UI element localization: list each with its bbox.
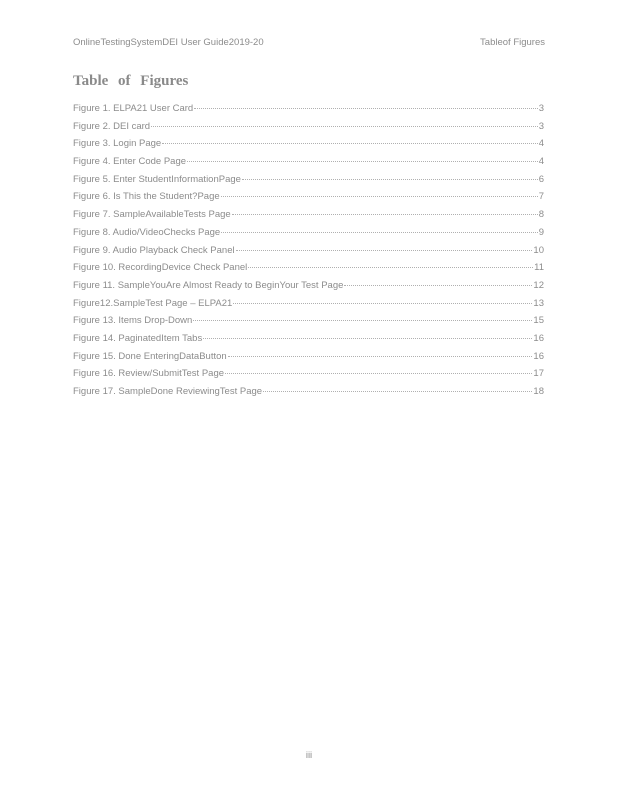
dot-leader xyxy=(162,143,538,144)
toc-entry-label: Figure 8. Audio/VideoChecks Page xyxy=(73,226,221,238)
page-header xyxy=(73,37,545,49)
toc-entry-label: Figure 5. Enter StudentInformationPage xyxy=(73,173,241,185)
header-section-title: Tableof Figures xyxy=(480,37,545,48)
dot-leader xyxy=(203,338,532,339)
toc-entry-page-number: 15 xyxy=(533,315,544,327)
footer-page-number: iii xyxy=(305,750,313,761)
dot-leader xyxy=(344,285,532,286)
toc-entry-link[interactable] xyxy=(73,174,544,192)
dot-leader xyxy=(221,232,538,233)
toc-entry-label: Figure 6. Is This the Student?Page xyxy=(73,191,220,203)
toc-entry-page-number: 3 xyxy=(538,103,544,114)
toc-entry-label: Figure 9. Audio Playback Check Panel xyxy=(73,244,235,256)
toc-entry-label: Figure 11. SampleYouAre Almost Ready to BeginYour Test Page xyxy=(73,279,344,291)
toc-entry-label: Figure12.SampleTest Page – ELPA21 xyxy=(73,297,233,309)
toc-entry-link[interactable] xyxy=(73,333,544,351)
toc-entry-page-number: 10 xyxy=(533,244,544,256)
toc-entry-label: Figure 3. Login Page xyxy=(73,138,162,150)
toc-entry-label: Figure 2. DEI card xyxy=(73,120,151,132)
toc-entry-link[interactable] xyxy=(73,298,544,316)
toc-entry-link[interactable] xyxy=(73,315,544,333)
toc-entry-label: Figure 7. SampleAvailableTests Page xyxy=(73,209,231,221)
toc-entry-page-number: 4 xyxy=(538,156,544,168)
dot-leader xyxy=(193,320,532,321)
toc-entry-page-number: 13 xyxy=(533,297,544,309)
header-document-title: OnlineTestingSystemDEI User Guide2019-20 xyxy=(73,37,264,48)
toc-entry-label: Figure 17. SampleDone ReviewingTest Page xyxy=(73,386,263,397)
toc-entry-page-number: 9 xyxy=(538,226,544,238)
toc-entry-page-number: 18 xyxy=(533,386,544,397)
dot-leader xyxy=(263,391,532,392)
toc-entry-page-number: 17 xyxy=(533,368,544,380)
dot-leader xyxy=(228,356,533,357)
toc-entry-link[interactable] xyxy=(73,262,544,280)
toc-entry-page-number: 7 xyxy=(538,191,544,203)
toc-entry-link[interactable] xyxy=(73,156,544,174)
dot-leader xyxy=(221,196,538,197)
dot-leader xyxy=(225,373,532,374)
toc-entry-page-number: 12 xyxy=(533,279,544,291)
toc-entry-page-number: 6 xyxy=(538,173,544,185)
dot-leader xyxy=(151,126,538,127)
toc-entry-page-number: 16 xyxy=(533,332,544,344)
toc-entry-link[interactable] xyxy=(73,386,544,404)
dot-leader xyxy=(242,179,538,180)
dot-leader xyxy=(236,250,533,251)
toc-entry-label: Figure 4. Enter Code Page xyxy=(73,156,187,168)
toc-entry-page-number: 8 xyxy=(538,209,544,221)
toc-entry-label: Figure 10. RecordingDevice Check Panel xyxy=(73,262,248,274)
dot-leader xyxy=(248,267,533,268)
toc-entry-page-number: 16 xyxy=(533,350,544,362)
toc-entry-link[interactable] xyxy=(73,209,544,227)
dot-leader xyxy=(232,214,538,215)
dot-leader xyxy=(194,108,537,109)
toc-entry-label: Figure 15. Done EnteringDataButton xyxy=(73,350,227,362)
toc-entry-page-number: 3 xyxy=(538,120,544,132)
toc-entry-link[interactable] xyxy=(73,351,544,369)
toc-entry-link[interactable] xyxy=(73,191,544,209)
table-of-figures-heading: Table of Figures xyxy=(73,73,189,89)
toc-entry-label: Figure 14. PaginatedItem Tabs xyxy=(73,332,203,344)
toc-entry-page-number: 4 xyxy=(538,138,544,150)
toc-entry-link[interactable] xyxy=(73,121,544,139)
dot-leader xyxy=(233,303,532,304)
toc-entry-label: Figure 16. Review/SubmitTest Page xyxy=(73,368,225,380)
toc-entry-link[interactable] xyxy=(73,368,544,386)
toc-entry-label: Figure 1. ELPA21 User Card xyxy=(73,103,194,114)
toc-entry-page-number: 11 xyxy=(534,262,544,274)
toc-entry-link[interactable] xyxy=(73,138,544,156)
dot-leader xyxy=(187,161,538,162)
toc-entry-link[interactable] xyxy=(73,245,544,263)
toc-entry-link[interactable] xyxy=(73,280,544,298)
toc-entry-link[interactable] xyxy=(73,227,544,245)
toc-entry-link[interactable] xyxy=(73,103,544,121)
toc-entry-label: Figure 13. Items Drop-Down xyxy=(73,315,193,327)
table-of-figures-list xyxy=(73,103,544,404)
